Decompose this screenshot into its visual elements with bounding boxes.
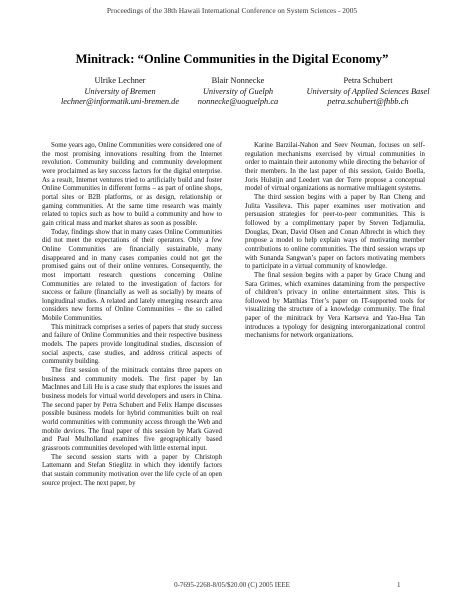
author-email: nonnecke@uoguelph.ca — [197, 97, 279, 107]
author-2 — [184, 76, 292, 108]
author-name: Ulrike Lechner — [94, 76, 146, 85]
paragraph: The second session starts with a paper by Christoph Lattemann and Stefan Stieglitz in which they identify factors that sustain community motivation over the life cycle of an open source project. The next paper, by — [42, 453, 222, 487]
paragraph: This minitrack comprises a series of papers that study success and failure of Online Communities and their respective business models. The papers provide longitudinal studies, discussion of social aspects, case studies, and address critical aspects of community building. — [42, 323, 222, 366]
author-name: Petra Schubert — [343, 76, 393, 85]
author-email: lechner@informatik.uni-bremen.de — [60, 97, 180, 107]
author-1 — [58, 76, 182, 108]
author-affiliation: University of Guelph — [202, 86, 274, 96]
author-affiliation: University of Applied Sciences Basel — [306, 86, 430, 96]
page-number: 1 — [397, 581, 401, 589]
paragraph: Karine Barzilai-Nahon and Seev Neuman, focuses on self-regulation mechanisms exercised by virtual communities in order to maintain their autonomy while directing the behavior of their members. In the last paper of this session, Guido Boella, Joris Hulstijn and Leedert van der Torre propose a conceptual model of virtual organizations as normative multiagent systems. — [245, 142, 425, 193]
left-column — [42, 142, 222, 488]
author-email: petra.schubert@fhbb.ch — [327, 97, 409, 107]
paragraph: The first session of the minitrack contains three papers on business and community models. The first paper by Ian MacInnes and Lili Hu is a case study that explores the issues and business models for virtual world developers and users in China. The second paper by Petra Schubert and Felix Hampe discusses possible business models for hybrid communities built on real world communities with community access through the Web and mobile devices. The final paper of this session by Mark Gaved and Paul Mulholland examines five geographically based grassroots communities developed with little external input. — [42, 367, 222, 452]
copyright-footer: 0-7695-2268-8/05/$20.00 (C) 2005 IEEE — [174, 581, 290, 589]
right-column — [245, 142, 425, 341]
paragraph: Some years ago, Online Communities were considered one of the most promising innovations resulting from the Internet revolution. Community building and community development were proclaimed as key success factors for the digital enterprise. As a result, Internet ventures tried to artificially build and foster Online Communities in different forms – as part of online shops, portal sites or B2B platforms, or as design, relationship or gaming communities. At the same time research was mainly related to topics such as how to build a community and how to gain critical mass and market shares as soon as possible. — [42, 142, 222, 227]
author-block — [0, 76, 464, 136]
paragraph: The final session begins with a paper by Grace Chung and Sara Grimes, which examines datamining from the perspective of children’s privacy in online entertainment sites. This is followed by Matthias Trier’s paper on IT-supported tools for visualizing the structure of a knowledge community. The final paper of the minitrack by Vera Kartseva and Yao-Hua Tan introduces a typology for designing interorganizational control mechanisms for network organizations. — [245, 271, 425, 340]
author-name: Blair Nonnecke — [211, 76, 265, 85]
paragraph: Today, findings show that in many cases Online Communities did not meet the expectations of their operators. Only a few Online Communities are financially sustainable, many disappeared and in many cases companies could not get the promised gains out of their online ventures. Consequently, the most important research questions concerning Online Communities are related to the investigation of factors for success or failure (financially as well as socially) by means of longitudinal studies. A related and lately emerging research area considers new forms of Online Communities – the so called Mobile Communities. — [42, 228, 222, 323]
paragraph: The third session begins with a paper by Ran Cheng and Julita Vassileva. This paper examines user motivation and persuasion strategies for peer-to-peer communities. This is followed by a complimentary paper by Steven Tedjamulia, Douglas, Dean, David Olsen and Conan Albrecht in which they propose a model to help explain ways of motivating member contributions to online communities. The third session wraps up with Sunanda Sangwan’s paper on factors motivating members to participate in a virtual community of knowledge. — [245, 193, 425, 271]
running-header: Proceedings of the 38th Hawaii International Conference on System Sciences - 2005 — [106, 6, 358, 15]
author-3 — [300, 76, 436, 108]
paper-title: Minitrack: “Online Communities in the Digital Economy” — [75, 52, 389, 66]
author-affiliation: University of Bremen — [84, 86, 156, 96]
